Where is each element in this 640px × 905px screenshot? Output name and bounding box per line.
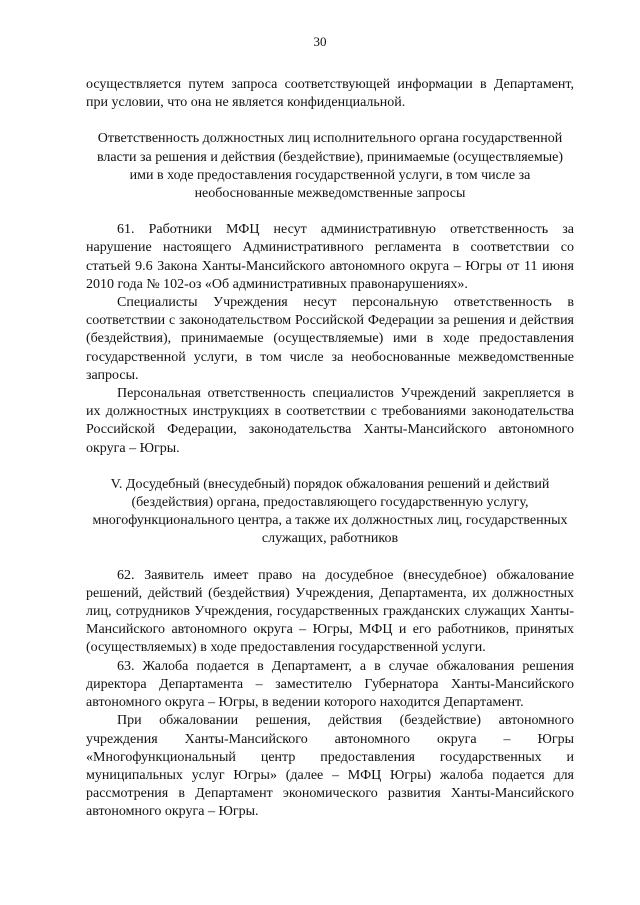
paragraph-continuation: осуществляется путем запроса соответствующей информации в Департамент, при условии, что она не является конфиденциальной.: [86, 77, 574, 111]
paragraph-61: 61. Работники МФЦ несут административную ответственность за нарушение настоящего Административного регламента в соответствии со статьей 9.6 Закона Ханты-Мансийского автономного округа – Югры от 11 июня 2010 года № 102-оз «Об административных правонарушениях».: [86, 222, 574, 292]
page-content: [86, 76, 574, 822]
paragraph-mfc-complaint: При обжаловании решения, действия (бездействие) автономного учреждения Ханты-Мансийского автономного округа – Югры «Многофункциональный центр предоставления государственных и муниципальных услуг Югры» (далее – МФЦ Югры) жалоба подается для рассмотрения в Департамент экономического развития Ханты-Мансийского автономного округа – Югры.: [86, 713, 574, 820]
section-heading-responsibility: Ответственность должностных лиц исполнительного органа государственной власти за решения и действия (бездействие), принимаемые (осуществляемые) ими в ходе предоставления государственной услуги, в том числе за необоснованные межведомственные запросы: [97, 131, 563, 202]
page-number: 30: [313, 34, 327, 49]
paragraph-specialists: Специалисты Учреждения несут персональную ответственность в соответствии с законодательством Российской Федерации за решения и действия (бездействия), принимаемые (осуществляемые) ими в ходе предоставления государственной услуги, в том числе за необоснованные межведомственные запросы.: [86, 295, 574, 383]
paragraph-62: 62. Заявитель имеет право на досудебное (внесудебное) обжалование решений, действий (бездействия) Учреждения, Департамента, их должностных лиц, сотрудников Учреждения, государственных гражданских служащих Ханты-Мансийского автономного округа – Югры, МФЦ и его работников, принятых (осуществляемых) в ходе предоставления государственной услуги.: [86, 567, 574, 656]
paragraph-personal-responsibility: Персональная ответственность специалистов Учреждений закрепляется в их должностных инструкциях в соответствии с требованиями законодательства Российской Федерации, законодательства Ханты-Мансийского автономного округа – Югры.: [86, 386, 574, 456]
paragraph-63: 63. Жалоба подается в Департамент, а в случае обжалования решения директора Департамента – заместителю Губернатора Ханты-Мансийского автономного округа – Югры, в ведении которого находится Департамент.: [86, 658, 574, 711]
section-heading-v: V. Досудебный (внесудебный) порядок обжалования решений и действий (бездействия) органа, предоставляющего государственную услугу, многофункционального центра, а также их должностных лиц, государственных служащих, работников: [92, 476, 568, 547]
